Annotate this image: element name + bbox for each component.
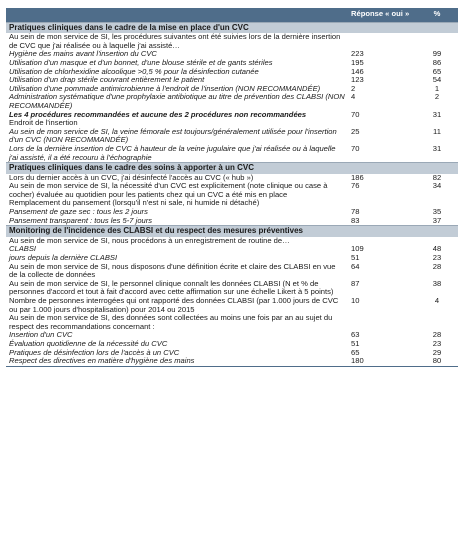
row-count — [348, 33, 416, 50]
row-label: Nombre de personnes interrogées qui ont rapporté des données CLABSI (par 1.000 jours de CVC ou par 1.000 jours d'hospitalisation) pour 2014 ou 2015 — [9, 296, 339, 314]
row-percent: 11 — [433, 126, 441, 136]
row-percent: 23 — [432, 338, 442, 348]
row-percent: 65 — [432, 66, 442, 76]
row-count: 223 — [351, 49, 364, 59]
row-count: 195 — [351, 57, 364, 67]
row-label: Au sein de mon service de SI, les procédures suivantes ont été suivies lors de la dernière insertion de CVC que j'ai réalisée ou à laquelle j'ai assisté… — [9, 32, 341, 50]
row-percent: 48 — [432, 244, 442, 254]
row-percent: 82 — [432, 172, 442, 182]
row-label: Les 4 procédures recommandées et aucune des 2 procédures non recommandées — [9, 109, 307, 119]
table-row — [6, 297, 458, 314]
row-label: Utilisation d'un drap stérile couvrant entièrement le patient — [9, 75, 205, 85]
row-percent: 2 — [434, 92, 440, 102]
row-count — [348, 314, 416, 331]
row-label: Utilisation d'une pommade antimicrobienne à l'endroit de l'insertion (NON RECOMMANDÉE) — [9, 83, 321, 93]
row-percent: 86 — [432, 57, 442, 67]
row-count: 180 — [351, 356, 364, 366]
table-row — [6, 93, 458, 110]
row-label: Pratiques de désinfection lors de l'accès à un CVC — [9, 347, 180, 357]
header-blank — [6, 8, 348, 22]
row-label: Pansement transparent : tous les 5-7 jours — [9, 215, 153, 225]
row-count: 25 — [351, 126, 360, 136]
row-percent — [416, 33, 458, 50]
row-percent: 31 — [432, 109, 442, 119]
row-percent: 37 — [432, 215, 442, 225]
survey-results-table — [6, 8, 458, 367]
row-label: Hygiène des mains avant l'insertion du CVC — [9, 49, 157, 59]
row-label: Au sein de mon service de SI, la veine fémorale est toujours/généralement utilisée pour l'insertion d'un CVC (NON RECOMMANDÉE) — [9, 126, 337, 145]
row-percent: 38 — [432, 278, 442, 288]
row-percent: 31 — [432, 143, 442, 153]
row-percent: 28 — [432, 330, 442, 340]
row-count: 10 — [351, 296, 360, 305]
row-label: Au sein de mon service de SI, des données sont collectées au moins une fois par an au sujet du respect des recommandations concernant : — [9, 313, 333, 331]
row-label: Endroit de l'insertion — [9, 118, 78, 128]
row-label: Au sein de mon service de SI, la nécessité d'un CVC est explicitement (note clinique ou case à cocher) évaluée au quotidien pour les patients chez qui un CVC a été mis en place — [9, 181, 328, 199]
section-title: Pratiques cliniques dans le cadre de la mise en place d'un CVC — [6, 22, 458, 33]
row-percent: 54 — [432, 75, 442, 85]
row-count: 83 — [351, 215, 360, 225]
row-label: Au sein de mon service de SI, nous disposons d'une définition écrite et claire des CLABSI en vue de la collecte de données — [9, 261, 336, 280]
row-label: CLABSI — [9, 244, 37, 254]
table-row — [6, 263, 458, 280]
row-count: 64 — [351, 261, 360, 271]
table-header-row — [6, 8, 458, 22]
table-row — [6, 237, 458, 246]
row-label: Évaluation quotidienne de la nécessité du CVC — [9, 338, 168, 348]
row-percent: 80 — [432, 356, 442, 366]
row-count: 65 — [351, 347, 360, 357]
row-count: 123 — [351, 75, 364, 85]
row-percent: 4 — [434, 296, 440, 305]
table-row — [6, 145, 458, 163]
row-percent: 28 — [432, 261, 442, 271]
row-percent: 35 — [432, 207, 442, 217]
row-percent: 23 — [432, 253, 442, 263]
row-percent: 29 — [432, 347, 442, 357]
row-label: Respect des directives en matière d'hygiène des mains — [9, 356, 195, 366]
table-row — [6, 33, 458, 50]
table-row — [6, 128, 458, 145]
row-count: 2 — [351, 83, 356, 93]
row-count: 146 — [351, 66, 364, 76]
table-row — [6, 217, 458, 226]
row-count: 70 — [351, 109, 360, 119]
table-body — [6, 22, 458, 366]
row-count: 78 — [351, 207, 360, 217]
section-title: Monitoring de l'incidence des CLABSI et du respect des mesures préventives — [6, 226, 458, 237]
row-label: Lors du dernier accès à un CVC, j'ai désinfecté l'accès au CVC (« hub ») — [9, 172, 254, 182]
row-percent — [416, 314, 458, 331]
row-count: 51 — [351, 338, 360, 348]
section-title: Pratiques cliniques dans le cadre des soins à apporter à un CVC — [6, 163, 458, 174]
row-label: jours depuis la dernière CLABSI — [9, 253, 118, 263]
row-count: 63 — [351, 330, 360, 340]
table-row — [6, 280, 458, 297]
row-label: Pansement de gaze sec : tous les 2 jours — [9, 207, 148, 217]
row-label: Utilisation de chlorhexidine alcoolique >0,5 % pour la désinfection cutanée — [9, 66, 259, 76]
row-count: 70 — [351, 143, 360, 153]
row-count: 51 — [351, 253, 360, 263]
row-label: Lors de la dernière insertion de CVC à hauteur de la veine jugulaire que j'ai réalisée ou à laquelle j'ai assisté, il a été recouru à l'échographie — [9, 143, 336, 162]
row-label: Au sein de mon service de SI, le personnel clinique connaît les données CLABSI (N et % de personnes d'accord et tout à fait d'accord avec cette affirmation sur une échelle Likert à 5 points) — [9, 278, 334, 297]
table-row — [6, 182, 458, 199]
row-label: Insertion d'un CVC — [9, 330, 73, 340]
survey-results-table-page — [6, 8, 458, 367]
row-count: 4 — [351, 92, 356, 102]
header-response: Réponse « oui » — [348, 8, 416, 22]
row-percent: 1 — [434, 83, 440, 93]
row-count: 186 — [351, 172, 364, 182]
header-percent: % — [416, 8, 458, 22]
row-count: 76 — [351, 181, 360, 191]
row-label: Remplacement du pansement (lorsqu'il n'est ni sale, ni humide ni détaché) — [9, 198, 260, 208]
table-row — [6, 314, 458, 331]
row-count: 109 — [351, 244, 364, 254]
row-label: Administration systématique d'une prophylaxie antibiotique au titre de prévention des CLABSI (NON RECOMMANDÉE) — [9, 92, 345, 110]
row-label: Au sein de mon service de SI, nous procédons à un enregistrement de routine de… — [9, 235, 290, 245]
row-count: 87 — [351, 278, 360, 288]
table-row — [6, 357, 458, 366]
row-percent: 34 — [432, 181, 442, 191]
row-percent: 99 — [432, 49, 442, 59]
row-label: Utilisation d'un masque et d'un bonnet, d'une blouse stérile et de gants stériles — [9, 57, 273, 67]
